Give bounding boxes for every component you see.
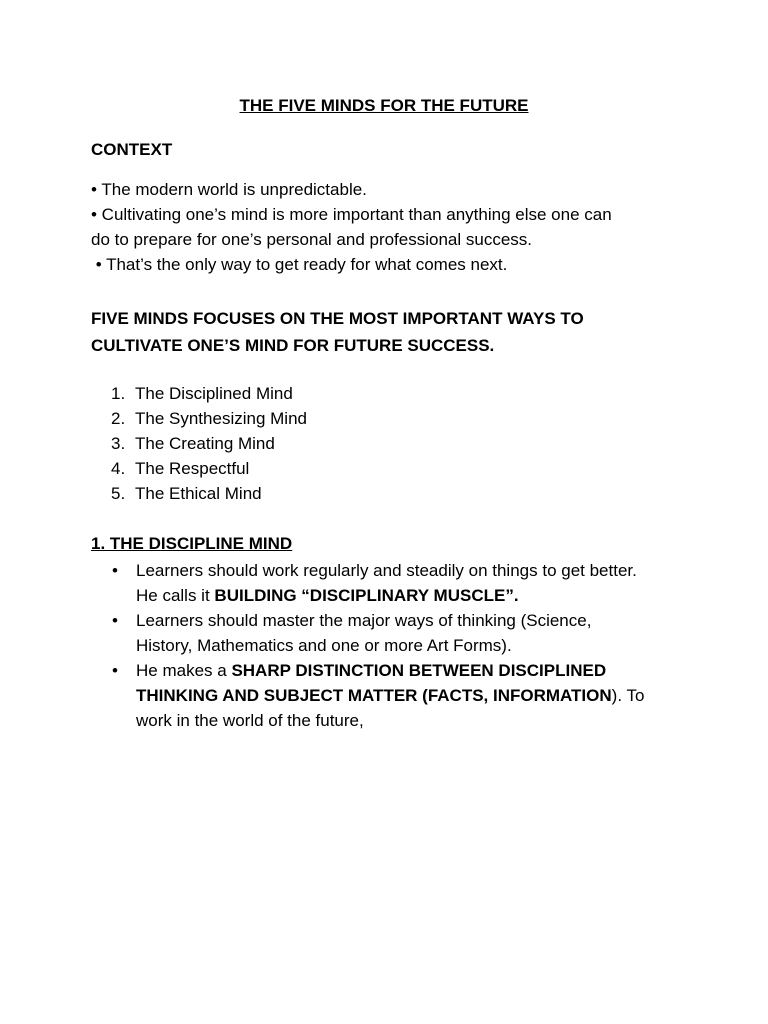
bullet-icon: • (112, 611, 118, 630)
list-item-label: The Synthesizing Mind (135, 409, 307, 428)
context-bullets (91, 177, 691, 277)
list-item (91, 431, 307, 456)
section-1-item-3-bold: SHARP DISTINCTION BETWEEN DISCIPLINED THINKING AND SUBJECT MATTER (FACTS, INFORMATION (136, 661, 612, 705)
section-1-heading: 1. THE DISCIPLINE MIND (91, 534, 293, 553)
focus-heading-line-2: CULTIVATE ONE’S MIND FOR FUTURE SUCCESS. (91, 336, 495, 355)
list-item-label: The Creating Mind (135, 434, 275, 453)
list-item (91, 381, 307, 406)
list-item (91, 481, 307, 506)
context-bullet-1: • The modern world is unpredictable. (91, 180, 367, 199)
list-item-number: 3. (111, 434, 126, 453)
list-item-number: 5. (111, 484, 126, 503)
list-item-number: 4. (111, 459, 126, 478)
list-item-number: 1. (111, 384, 126, 403)
list-item (112, 608, 652, 658)
section-1-item-3-prefix: He makes a (136, 661, 232, 680)
list-item-label: The Disciplined Mind (135, 384, 293, 403)
context-bullet-2-line-2: do to prepare for one’s personal and professional success. (91, 230, 533, 249)
section-1-item-2-text: Learners should master the major ways of thinking (Science, History, Mathematics and one or more Art Forms). (136, 611, 592, 655)
five-minds-list (91, 381, 307, 506)
list-item (112, 658, 652, 733)
bullet-icon: • (112, 561, 118, 580)
focus-heading (91, 305, 584, 359)
section-1-item-1-text: Learners should work regularly and steadily on things to get better. He calls it (136, 561, 637, 605)
focus-heading-line-1: FIVE MINDS FOCUSES ON THE MOST IMPORTANT WAYS TO (91, 309, 584, 328)
section-1-item-1-bold: BUILDING “DISCIPLINARY MUSCLE”. (214, 586, 519, 605)
section-1-bullets (112, 558, 652, 733)
context-bullet-3: • That’s the only way to get ready for what comes next. (91, 255, 508, 274)
bullet-icon: • (112, 661, 118, 680)
list-item (91, 456, 307, 481)
context-heading: CONTEXT (91, 140, 173, 159)
context-bullet-2-line-1: • Cultivating one’s mind is more important than anything else one can (91, 205, 612, 224)
list-item-label: The Respectful (135, 459, 250, 478)
page-title: THE FIVE MINDS FOR THE FUTURE (239, 96, 529, 115)
section-1-item-3-suffix: ). To work in the world of the future, (136, 686, 645, 730)
list-item (112, 558, 652, 608)
list-item-number: 2. (111, 409, 126, 428)
list-item-label: The Ethical Mind (135, 484, 262, 503)
list-item (91, 406, 307, 431)
